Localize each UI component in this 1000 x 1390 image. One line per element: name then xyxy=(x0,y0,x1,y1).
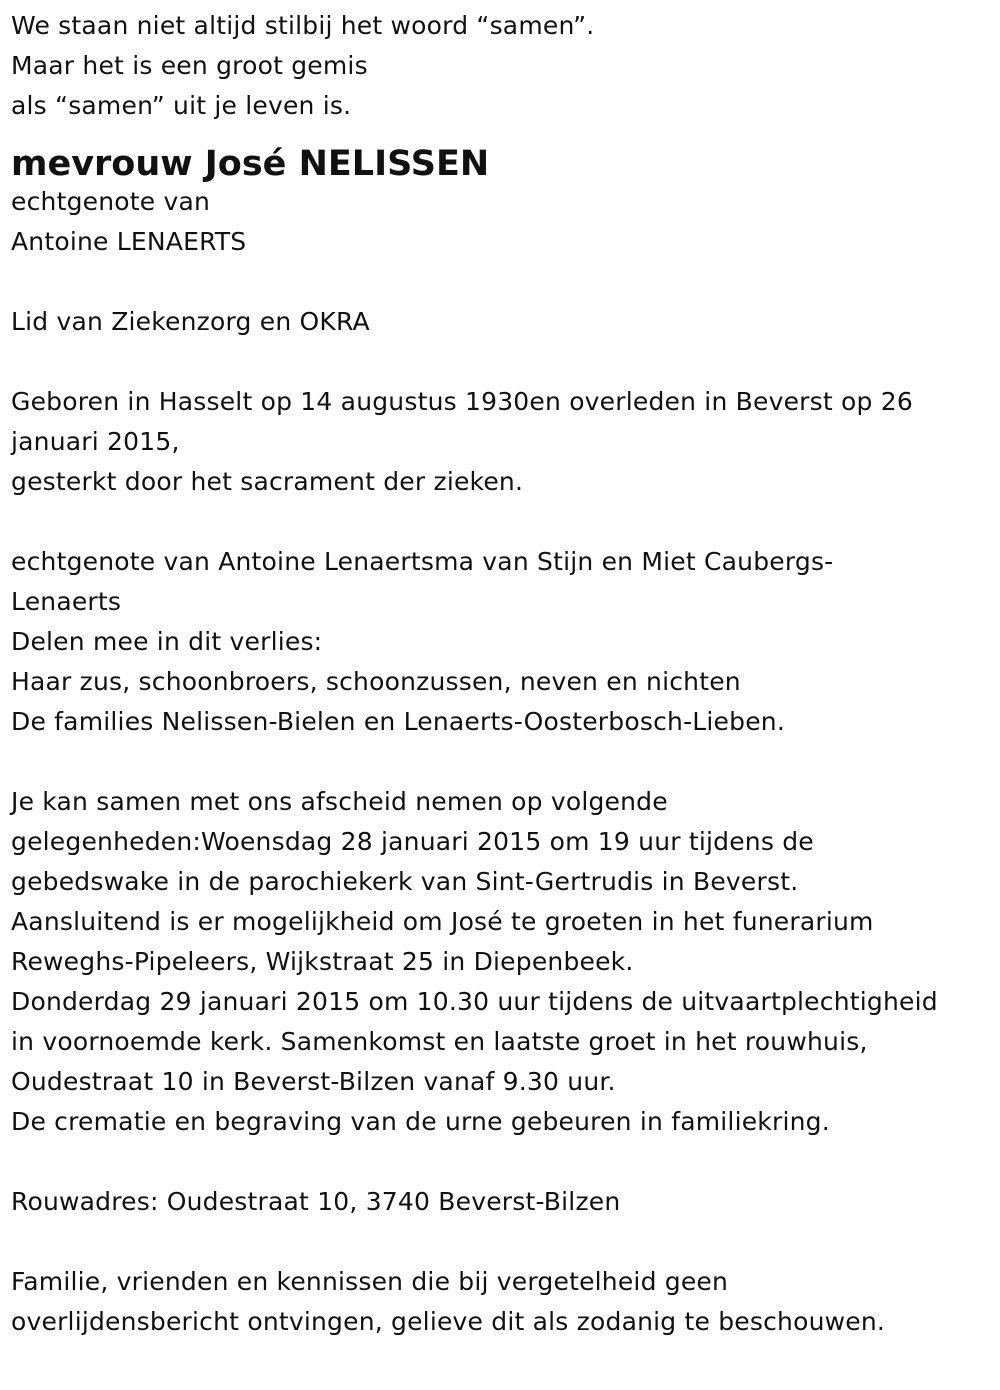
ceremony-line: in voornoemde kerk. Samenkomst en laatste groet in het rouwhuis, xyxy=(11,1027,868,1056)
family-line: Haar zus, schoonbroers, schoonzussen, neven en nichten xyxy=(11,667,741,696)
spouse-intro-line: Antoine LENAERTS xyxy=(11,227,247,256)
spacer xyxy=(11,262,986,302)
birth-death-line: gesterkt door het sacrament der zieken. xyxy=(11,467,524,496)
family-line: De families Nelissen-Bielen en Lenaerts-Oosterbosch-Lieben. xyxy=(11,707,785,736)
ceremony-line: Donderdag 29 januari 2015 om 10.30 uur tijdens de uitvaartplechtigheid xyxy=(11,987,938,1016)
ceremony-line: gelegenheden:Woensdag 28 januari 2015 om 19 uur tijdens de xyxy=(11,827,814,856)
spacer xyxy=(11,1142,986,1182)
family xyxy=(11,542,986,742)
family-line: Lenaerts xyxy=(11,587,122,616)
closing xyxy=(11,1262,986,1342)
ceremony-line: Je kan samen met ons afscheid nemen op volgende xyxy=(11,787,668,816)
ceremony-line: gebedswake in de parochiekerk van Sint-Gertrudis in Beverst. xyxy=(11,867,799,896)
membership: Lid van Ziekenzorg en OKRA xyxy=(11,307,370,336)
spacer xyxy=(11,502,986,542)
birth-death xyxy=(11,382,986,502)
spacer xyxy=(11,742,986,782)
poem-line: Maar het is een groot gemis xyxy=(11,51,368,80)
ceremony-line: De crematie en begraving van de urne gebeuren in familiekring. xyxy=(11,1107,830,1136)
deceased-name: mevrouw José NELISSEN xyxy=(11,144,490,184)
family-line: echtgenote van Antoine Lenaertsma van Stijn en Miet Caubergs- xyxy=(11,547,834,576)
spacer xyxy=(11,342,986,382)
closing-line: Familie, vrienden en kennissen die bij vergetelheid geen xyxy=(11,1267,729,1296)
ceremony-line: Aansluitend is er mogelijkheid om José te groeten in het funerarium xyxy=(11,907,874,936)
ceremony-line: Oudestraat 10 in Beverst-Bilzen vanaf 9.30 uur. xyxy=(11,1067,616,1096)
spouse-intro xyxy=(11,182,986,262)
mourning-address: Rouwadres: Oudestraat 10, 3740 Beverst-Bilzen xyxy=(11,1187,621,1216)
family-line: Delen mee in dit verlies: xyxy=(11,627,323,656)
birth-death-line: Geboren in Hasselt op 14 augustus 1930en overleden in Beverst op 26 xyxy=(11,387,913,416)
spacer xyxy=(11,1222,986,1262)
poem-line: We staan niet altijd stilbij het woord “samen”. xyxy=(11,11,595,40)
ceremony-line: Reweghs-Pipeleers, Wijkstraat 25 in Diepenbeek. xyxy=(11,947,634,976)
poem-line: als “samen” uit je leven is. xyxy=(11,91,352,120)
spouse-intro-line: echtgenote van xyxy=(11,187,211,216)
closing-line: overlijdensbericht ontvingen, gelieve dit als zodanig te beschouwen. xyxy=(11,1307,886,1336)
death-notice xyxy=(11,6,986,1342)
birth-death-line: januari 2015, xyxy=(11,427,180,456)
poem xyxy=(11,6,986,126)
ceremony xyxy=(11,782,986,1142)
